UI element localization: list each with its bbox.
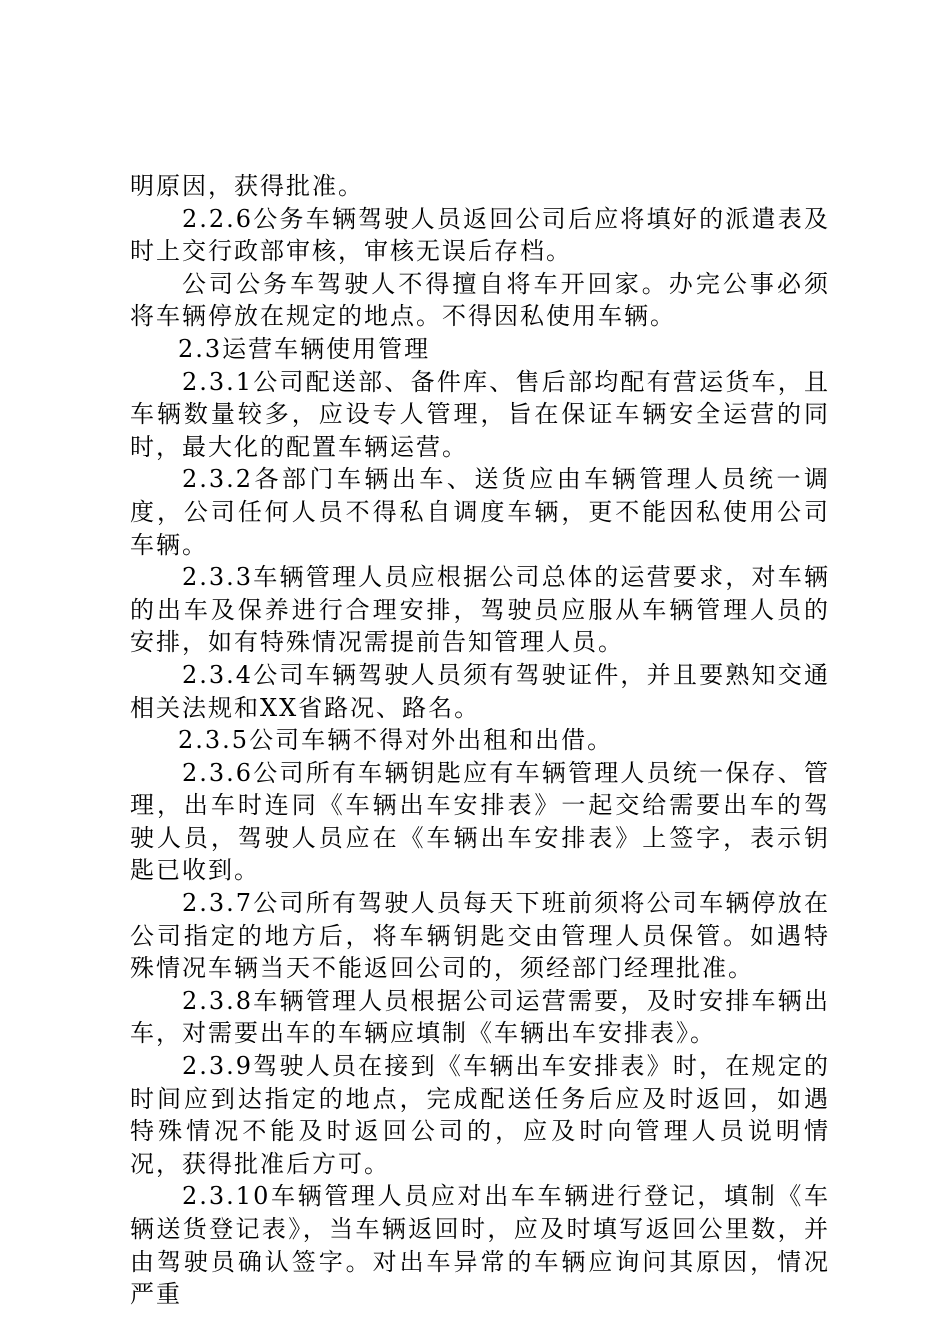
paragraph-2-3-3: 2.3.3车辆管理人员应根据公司总体的运营要求，对车辆的出车及保养进行合理安排，驾驶员应服从车辆管理人员的安排，如有特殊情况需提前告知管理人员。: [130, 563, 830, 657]
paragraph-2-2-6: 2.2.6公务车辆驾驶人员返回公司后应将填好的派遣表及时上交行政部审核，审核无误后存档。: [130, 204, 830, 266]
paragraph-2-3-1: 2.3.1公司配送部、备件库、售后部均配有营运货车，且车辆数量较多，应设专人管理，旨在保证车辆安全运营的同时，最大化的配置车辆运营。: [130, 367, 830, 461]
section-heading-2-3: 2.3运营车辆使用管理: [178, 334, 431, 363]
paragraph-official-car-rule: 公司公务车驾驶人不得擅自将车开回家。办完公事必须将车辆停放在规定的地点。不得因私使用车辆。: [130, 269, 830, 331]
document-body: [130, 170, 830, 1311]
paragraph-2-3-4: 2.3.4公司车辆驾驶人员须有驾驶证件，并且要熟知交通相关法规和XX省路况、路名。: [130, 660, 830, 722]
paragraph-2-3-2: 2.3.2各部门车辆出车、送货应由车辆管理人员统一调度，公司任何人员不得私自调度车辆，更不能因私使用公司车辆。: [130, 465, 830, 559]
paragraph-2-3-5: 2.3.5公司车辆不得对外出租和出借。: [178, 726, 614, 755]
paragraph-2-3-6: 2.3.6公司所有车辆钥匙应有车辆管理人员统一保存、管理，出车时连同《车辆出车安排表》一起交给需要出车的驾驶人员，驾驶人员应在《车辆出车安排表》上签字，表示钥匙已收到。: [130, 758, 830, 885]
paragraph-2-3-7: 2.3.7公司所有驾驶人员每天下班前须将公司车辆停放在公司指定的地方后，将车辆钥匙交由管理人员保管。如遇特殊情况车辆当天不能返回公司的，须经部门经理批准。: [130, 889, 830, 983]
paragraph-continuation: 明原因，获得批准。: [130, 172, 364, 200]
paragraph-2-3-8: 2.3.8车辆管理人员根据公司运营需要，及时安排车辆出车，对需要出车的车辆应填制《车辆出车安排表》。: [130, 986, 830, 1048]
paragraph-2-3-9: 2.3.9驾驶人员在接到《车辆出车安排表》时，在规定的时间应到达指定的地点，完成配送任务后应及时返回，如遇特殊情况不能及时返回公司的，应及时向管理人员说明情况，获得批准后方可。: [130, 1052, 830, 1178]
paragraph-2-3-10: 2.3.10车辆管理人员应对出车车辆进行登记，填制《车辆送货登记表》，当车辆返回时，应及时填写返回公里数，并由驾驶员确认签字。对出车异常的车辆应询问其原因，情况严重: [130, 1182, 830, 1309]
